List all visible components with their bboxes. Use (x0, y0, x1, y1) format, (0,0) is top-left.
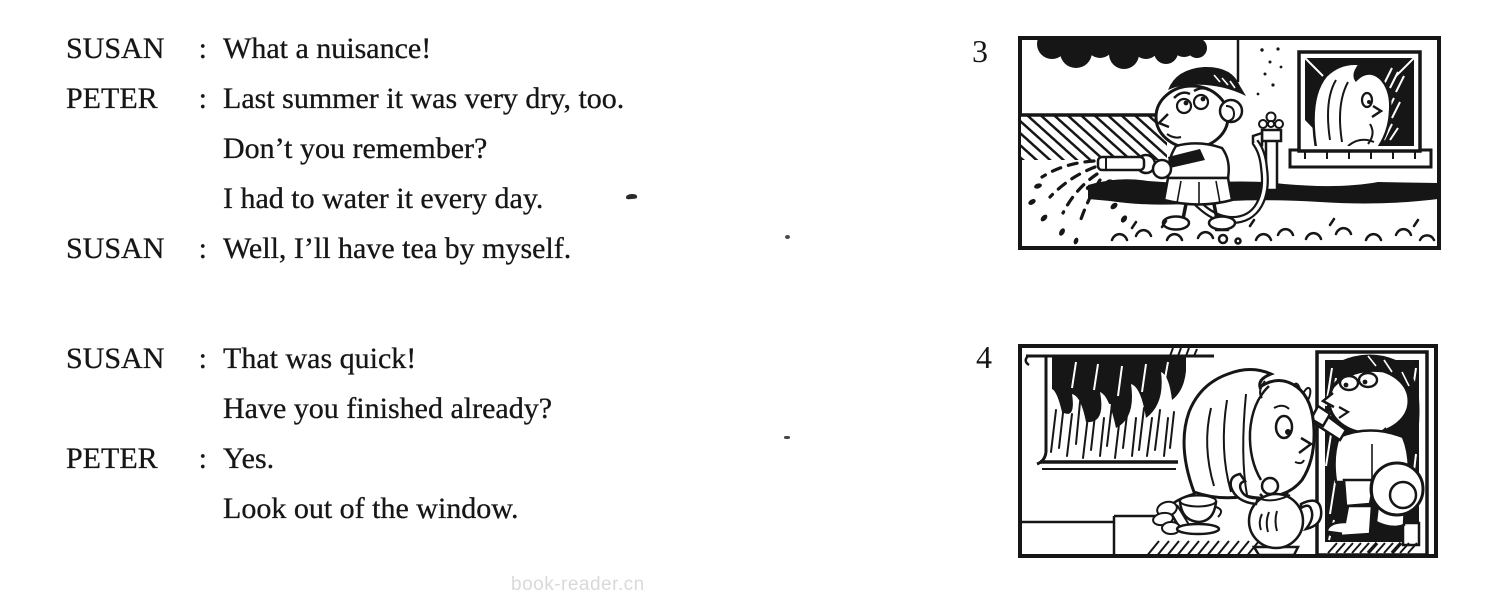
dialogue-block-2 (66, 334, 552, 534)
dialogue-line (66, 124, 624, 174)
panel-3-illustration (1018, 36, 1441, 250)
speaker-label: SUSAN : (66, 342, 207, 375)
dialogue-line (66, 74, 624, 124)
dialogue-text: Don’t you remember? (223, 132, 488, 165)
hose-nozzle (1098, 157, 1144, 170)
speaker-label: PETER : (66, 442, 207, 475)
panel-number-3: 3 (972, 33, 988, 69)
scan-speck (785, 235, 790, 239)
panel-4-illustration (1018, 344, 1438, 558)
watermark: book-reader.cn (511, 574, 645, 595)
hat-icon (1371, 463, 1423, 515)
ink-smudge (626, 194, 637, 200)
dialogue-block-1 (66, 24, 624, 274)
dialogue-text: That was quick! (223, 342, 417, 375)
dialogue-line (66, 224, 624, 274)
dialogue-line (66, 434, 552, 484)
dialogue-text: Yes. (223, 442, 275, 475)
dialogue-text: What a nuisance! (223, 32, 432, 65)
eye-icon (1276, 416, 1292, 438)
dialogue-text: Have you finished already? (223, 392, 553, 425)
window (1290, 52, 1431, 167)
dialogue-text: Last summer it was very dry, too. (223, 82, 625, 115)
dialogue-line (66, 484, 552, 534)
speaker-label: SUSAN : (66, 32, 207, 65)
speaker-label: SUSAN : (66, 232, 207, 265)
dialogue-text: Well, I’ll have tea by myself. (223, 232, 572, 265)
hand (1153, 160, 1171, 178)
dialogue-line (66, 334, 552, 384)
eye-icon (1362, 93, 1372, 107)
hedge (1021, 115, 1168, 160)
dialogue-line (66, 24, 624, 74)
shoe (1163, 217, 1189, 230)
speaker-label: PETER : (66, 82, 207, 115)
shoe (1209, 217, 1235, 230)
dialogue-line (66, 174, 624, 224)
scan-speck (784, 436, 790, 439)
dialogue-text: I had to water it every day. (223, 182, 544, 215)
dialogue-line (66, 384, 552, 434)
ear (1220, 100, 1242, 122)
panel-number-4: 4 (976, 339, 992, 375)
door-jamb (1403, 523, 1419, 545)
dialogue-text: Look out of the window. (223, 492, 519, 525)
